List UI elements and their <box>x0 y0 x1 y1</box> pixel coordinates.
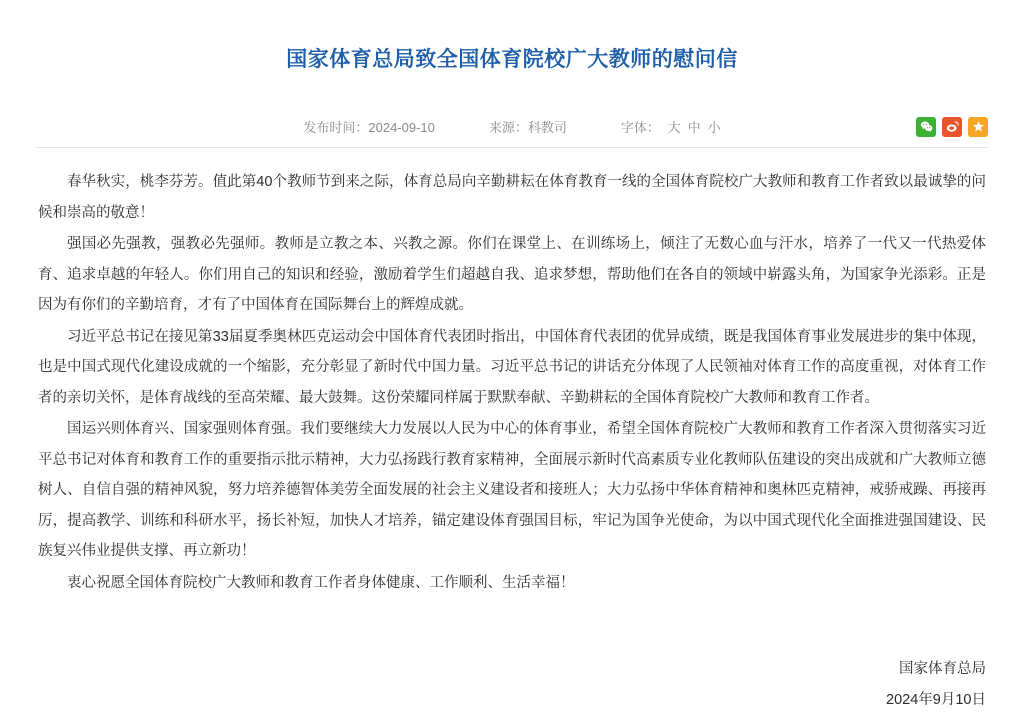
article-meta-bar <box>36 106 988 148</box>
publish-time-value: 2024-09-10 <box>368 120 435 136</box>
article-paragraph: 强国必先强教，强教必先强师。教师是立教之本、兴教之源。你们在课堂上、在训练场上，倾注了无数心血与汗水，培养了一代又一代热爱体育、追求卓越的年轻人。你们用自己的知识和经验，激励着学生们超越自我、追求梦想，帮助他们在各自的领域中崭露头角，为国家争光添彩。正是因为有你们的辛勤培育，才有了中国体育在国际舞台上的辉煌成就。 <box>38 236 986 314</box>
source-value: 科教司 <box>527 120 567 136</box>
share-buttons <box>916 117 988 137</box>
signature-date: 2024年9月10日 <box>886 692 986 709</box>
article-source <box>489 117 567 136</box>
article-paragraph: 衷心祝愿全国体育院校广大教师和教育工作者身体健康、工作顺利、生活幸福！ <box>67 574 575 591</box>
source-label: 来源： <box>488 120 528 136</box>
font-size-small[interactable]: 小 <box>707 120 721 136</box>
article-page <box>0 14 1024 707</box>
weibo-icon[interactable] <box>942 117 962 137</box>
publish-time-label: 发布时间： <box>303 120 369 136</box>
font-size-medium[interactable]: 中 <box>687 120 701 136</box>
meta-group <box>303 117 720 136</box>
font-size-options <box>668 117 721 136</box>
article-body <box>38 167 986 598</box>
article-paragraph: 习近平总书记在接见第33届夏季奥林匹克运动会中国体育代表团时指出，中国体育代表团的优异成绩，既是我国体育事业发展进步的集中体现，也是中国式现代化建设成就的一个缩影，充分彰显了新时代中国力量。习近平总书记的讲话充分体现了人民领袖对体育工作的高度重视，对体育工作者的亲切关怀，是体育战线的至高荣耀、最大鼓舞。这份荣耀同样属于默默奉献、辛勤耕耘的全国体育院校广大教师和教育工作者。 <box>38 328 986 406</box>
font-size-label: 字体： <box>620 120 660 136</box>
wechat-icon[interactable] <box>916 117 936 137</box>
page-title: 国家体育总局致全国体育院校广大教师的慰问信 <box>286 48 738 72</box>
article-paragraph: 国运兴则体育兴、国家强则体育强。我们要继续大力发展以人民为中心的体育事业，希望全国体育院校广大教师和教育工作者深入贯彻落实习近平总书记对体育和教育工作的重要指示批示精神，大力弘扬践行教育家精神，全面展示新时代高素质专业化教师队伍建设的突出成就和广大教师立德树人、自信自强的精神风貌，努力培养德智体美劳全面发展的社会主义建设者和接班人；大力弘扬中华体育精神和奥林匹克精神，戒骄戒躁、再接再厉，提高教学、训练和科研水平，扬长补短，加快人才培养，锚定建设体育强国目标，牢记为国争光使命，为以中国式现代化全面推进强国建设、民族复兴伟业提供支撑、再立新功！ <box>38 421 986 560</box>
article-signature <box>0 654 986 716</box>
article-paragraph: 春华秋实，桃李芬芳。值此第40个教师节到来之际，体育总局向辛勤耕耘在体育教育一线的全国体育院校广大教师和教育工作者致以最诚挚的问候和崇高的敬意！ <box>38 174 986 221</box>
favorite-star-icon[interactable] <box>968 117 988 137</box>
signature-organization: 国家体育总局 <box>899 661 986 678</box>
publish-time <box>303 117 435 136</box>
font-size-control <box>621 117 721 136</box>
font-size-large[interactable]: 大 <box>667 120 681 136</box>
